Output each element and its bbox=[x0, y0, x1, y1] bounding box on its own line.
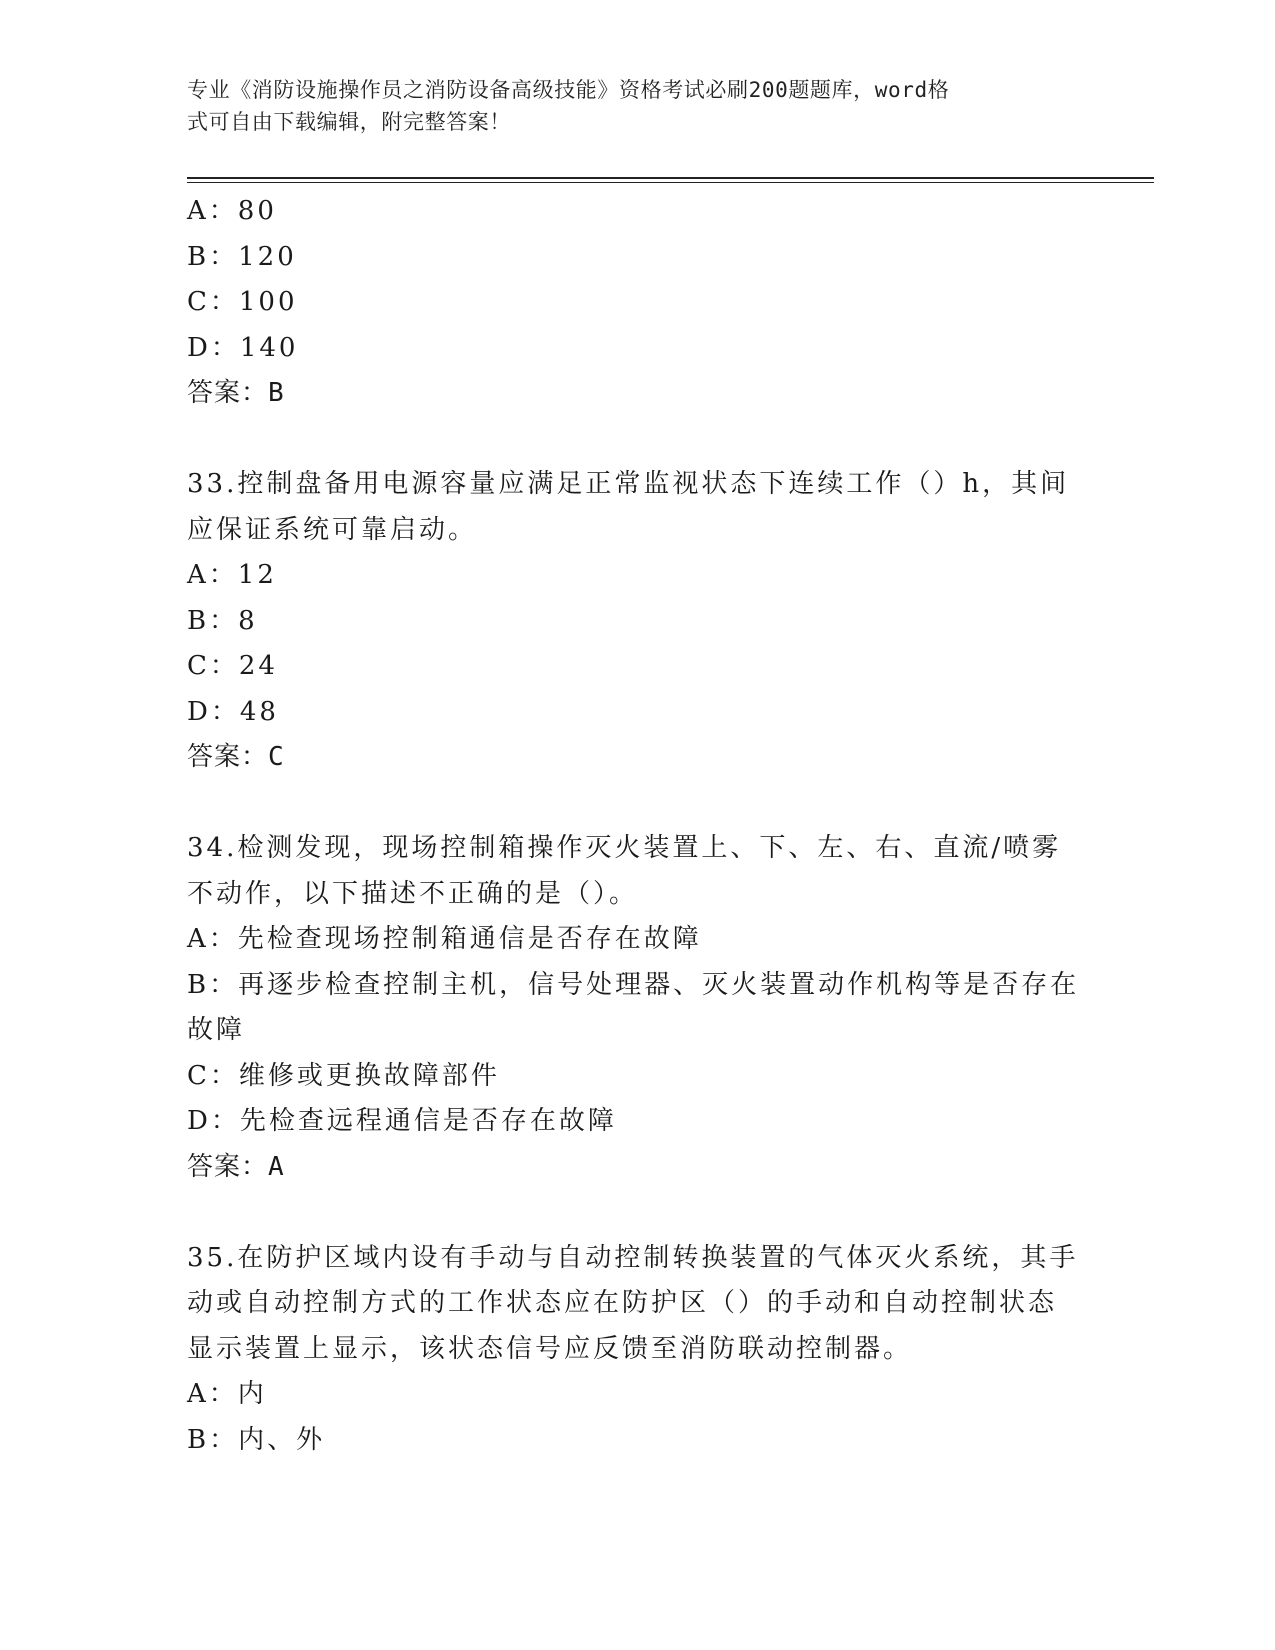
spacer bbox=[187, 1190, 1087, 1236]
option-d: D：先检查远程通信是否存在故障 bbox=[187, 1106, 617, 1136]
header-line-1: 专业《消防设施操作员之消防设备高级技能》资格考试必刷200题题库，word格 bbox=[187, 78, 950, 102]
option-d: D：140 bbox=[187, 332, 299, 363]
option-d: D：48 bbox=[187, 696, 279, 727]
option-c: C：100 bbox=[187, 287, 298, 317]
option-b: B：内、外 bbox=[187, 1424, 326, 1455]
question-stem-line: 不动作，以下描述不正确的是（）。 bbox=[187, 878, 639, 909]
option-b: B：120 bbox=[187, 241, 297, 272]
option-c: C：24 bbox=[187, 651, 278, 681]
option-a: A：12 bbox=[187, 560, 277, 590]
option-b-continued: 故障 bbox=[187, 1015, 246, 1045]
question-35 bbox=[187, 1236, 1087, 1464]
spacer bbox=[187, 781, 1087, 827]
option-a: A：内 bbox=[187, 1379, 267, 1409]
option-a: A：80 bbox=[187, 196, 277, 226]
option-a: A：先检查现场控制箱通信是否存在故障 bbox=[187, 924, 702, 954]
option-b: B：8 bbox=[187, 605, 258, 636]
document-header bbox=[187, 74, 1067, 138]
answer-line: 答案：B bbox=[187, 378, 285, 408]
question-32 bbox=[187, 189, 1087, 417]
answer-line: 答案：C bbox=[187, 742, 285, 772]
spacer bbox=[187, 417, 1087, 463]
question-stem-line: 34.检测发现，现场控制箱操作灭火装置上、下、左、右、直流/喷雾 bbox=[187, 833, 1062, 863]
header-rule-thick bbox=[187, 177, 1154, 179]
option-c: C：维修或更换故障部件 bbox=[187, 1060, 500, 1091]
question-33 bbox=[187, 462, 1087, 781]
question-stem-line: 33.控制盘备用电源容量应满足正常监视状态下连续工作（）h，其间 bbox=[187, 469, 1070, 499]
option-b: B：再逐步检查控制主机，信号处理器、灭火装置动作机构等是否存在 bbox=[187, 969, 1080, 1000]
header-rule-thin bbox=[187, 182, 1154, 183]
answer-line: 答案：A bbox=[187, 1151, 285, 1182]
question-stem-line: 动或自动控制方式的工作状态应在防护区（）的手动和自动控制状态 bbox=[187, 1288, 1058, 1318]
question-stem-line: 应保证系统可靠启动。 bbox=[187, 514, 478, 545]
question-stem-line: 显示装置上显示，该状态信号应反馈至消防联动控制器。 bbox=[187, 1333, 913, 1364]
question-34 bbox=[187, 826, 1087, 1190]
question-stem-line: 35.在防护区域内设有手动与自动控制转换装置的气体灭火系统，其手 bbox=[187, 1242, 1079, 1273]
document-body bbox=[187, 189, 1087, 1463]
header-line-2: 式可自由下载编辑，附完整答案！ bbox=[187, 110, 511, 134]
